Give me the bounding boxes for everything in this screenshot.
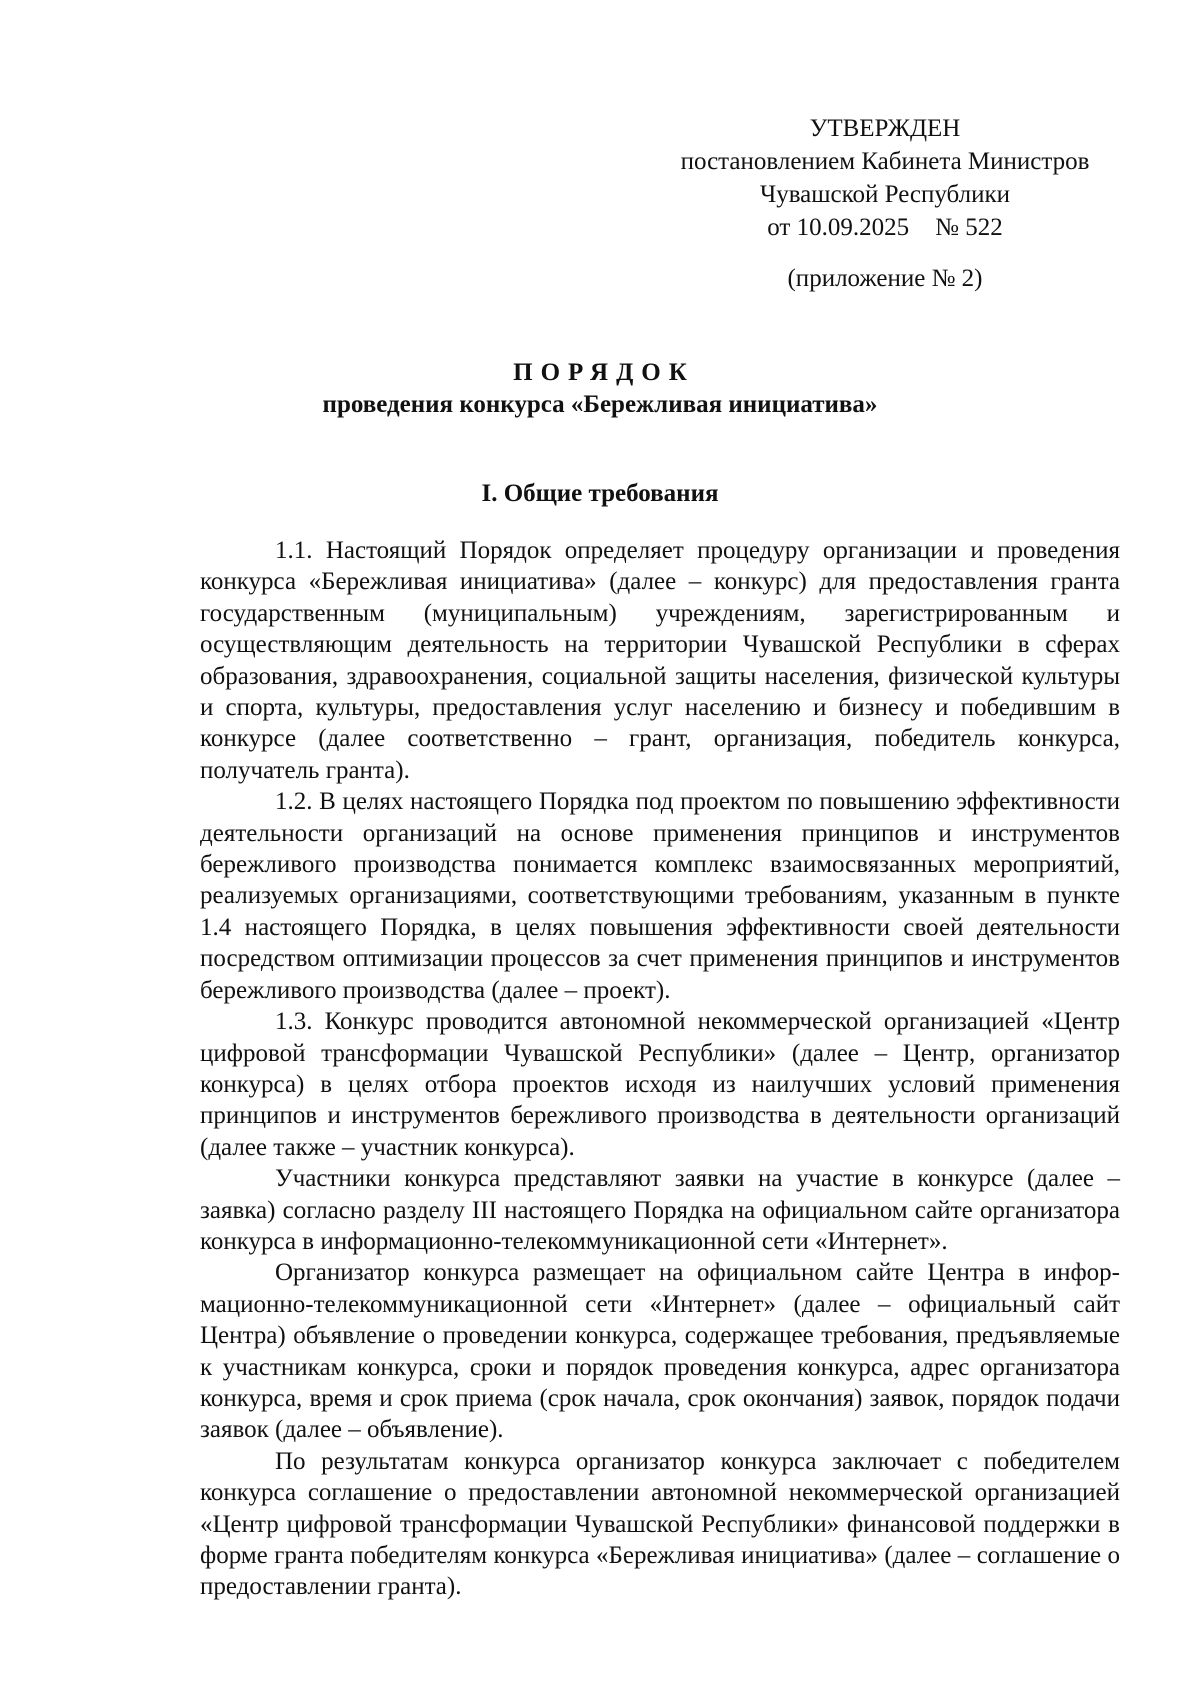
section-body — [200, 535, 1120, 1603]
document-title — [0, 357, 1200, 421]
approval-issuer: постановлением Кабинета Министров — [680, 148, 1090, 175]
paragraph: По результатам конкурса организатор конкурса заключает с победителем конкурса соглашение о предоставлении автономной некоммерческой организацией «Центр цифровой трансформации Чувашской Республики» финансовой поддержки в форме гранта победителям конкурса «Бережливая инициатива» (далее – соглашение о предоставлении гранта). — [200, 1447, 1120, 1601]
document-title-subtitle: проведения конкурса «Бережливая инициатива» — [322, 391, 878, 418]
approval-date: от 10.09.2025 — [767, 214, 910, 241]
paragraph: 1.1. Настоящий Порядок определяет процедуру организации и проведения конкурса «Бережливая инициатива» (далее – конкурс) для предоставления гранта государственным (муниципальным) учреждениям, зарегистрированным и осуществляющим деятельность на территории Чувашской Республики в сферах образования, здравоохранения, социальной защиты населения, физической культуры и спорта, культуры, предоставления услуг населению и бизнесу и победившим в конкурсе (далее соответственно – грант, организация, победитель конкурса, получатель гранта). — [200, 537, 1120, 784]
approval-date-number — [650, 211, 1120, 244]
paragraph: 1.2. В целях настоящего Порядка под проектом по повышению эффективности деятельности организаций на основе применения принципов и инструментов бережливого производства понимается комплекс взаимосвязанных мероприятий, реализуемых организациями, соответствующими требованиям, указанным в пункте 1.4 настоящего Порядка, в целях повышения эффективности своей деятельности посредством оптимизации процессов за счет применения принципов и инструментов бережливого производства (далее – проект). — [200, 788, 1120, 1004]
approval-stamp — [650, 112, 1120, 244]
document-title-main: ПОРЯДОК — [513, 359, 695, 386]
approval-region: Чувашской Республики — [759, 181, 1011, 208]
paragraph: Участники конкурса представляют заявки на участие в конкурсе (далее – заявка) согласно разделу III настоящего Порядка на официальном сайте организатора конкурса в информационно-телекоммуникационной сети «Интернет». — [200, 1165, 1120, 1255]
paragraph: Организатор конкурса размещает на официальном сайте Центра в информационно-телекоммуникационной сети «Интернет» (далее – официальный сайт Центра) объявление о проведении конкурса, содержащее требования, предъявляемые к участникам конкурса, сроки и порядок проведения конкурса, адрес организатора конкурса, время и срок приема (срок начала, срок окончания) заявок, порядок подачи заявок (далее – объявление). — [200, 1259, 1120, 1444]
approval-number: № 522 — [935, 214, 1003, 241]
appendix-label: (приложение № 2) — [787, 265, 983, 292]
section-heading: I. Общие требования — [481, 480, 719, 507]
paragraph: 1.3. Конкурс проводится автономной некоммерческой организацией «Центр цифровой трансформации Чувашской Республики» (далее – Центр, организатор конкурса) в целях отбора проектов исходя из наилучших условий применения принципов и инструментов бережливого производства в деятельности организаций (далее также – участник конкурса). — [200, 1008, 1120, 1161]
approval-heading: УТВЕРЖДЕН — [809, 115, 961, 142]
